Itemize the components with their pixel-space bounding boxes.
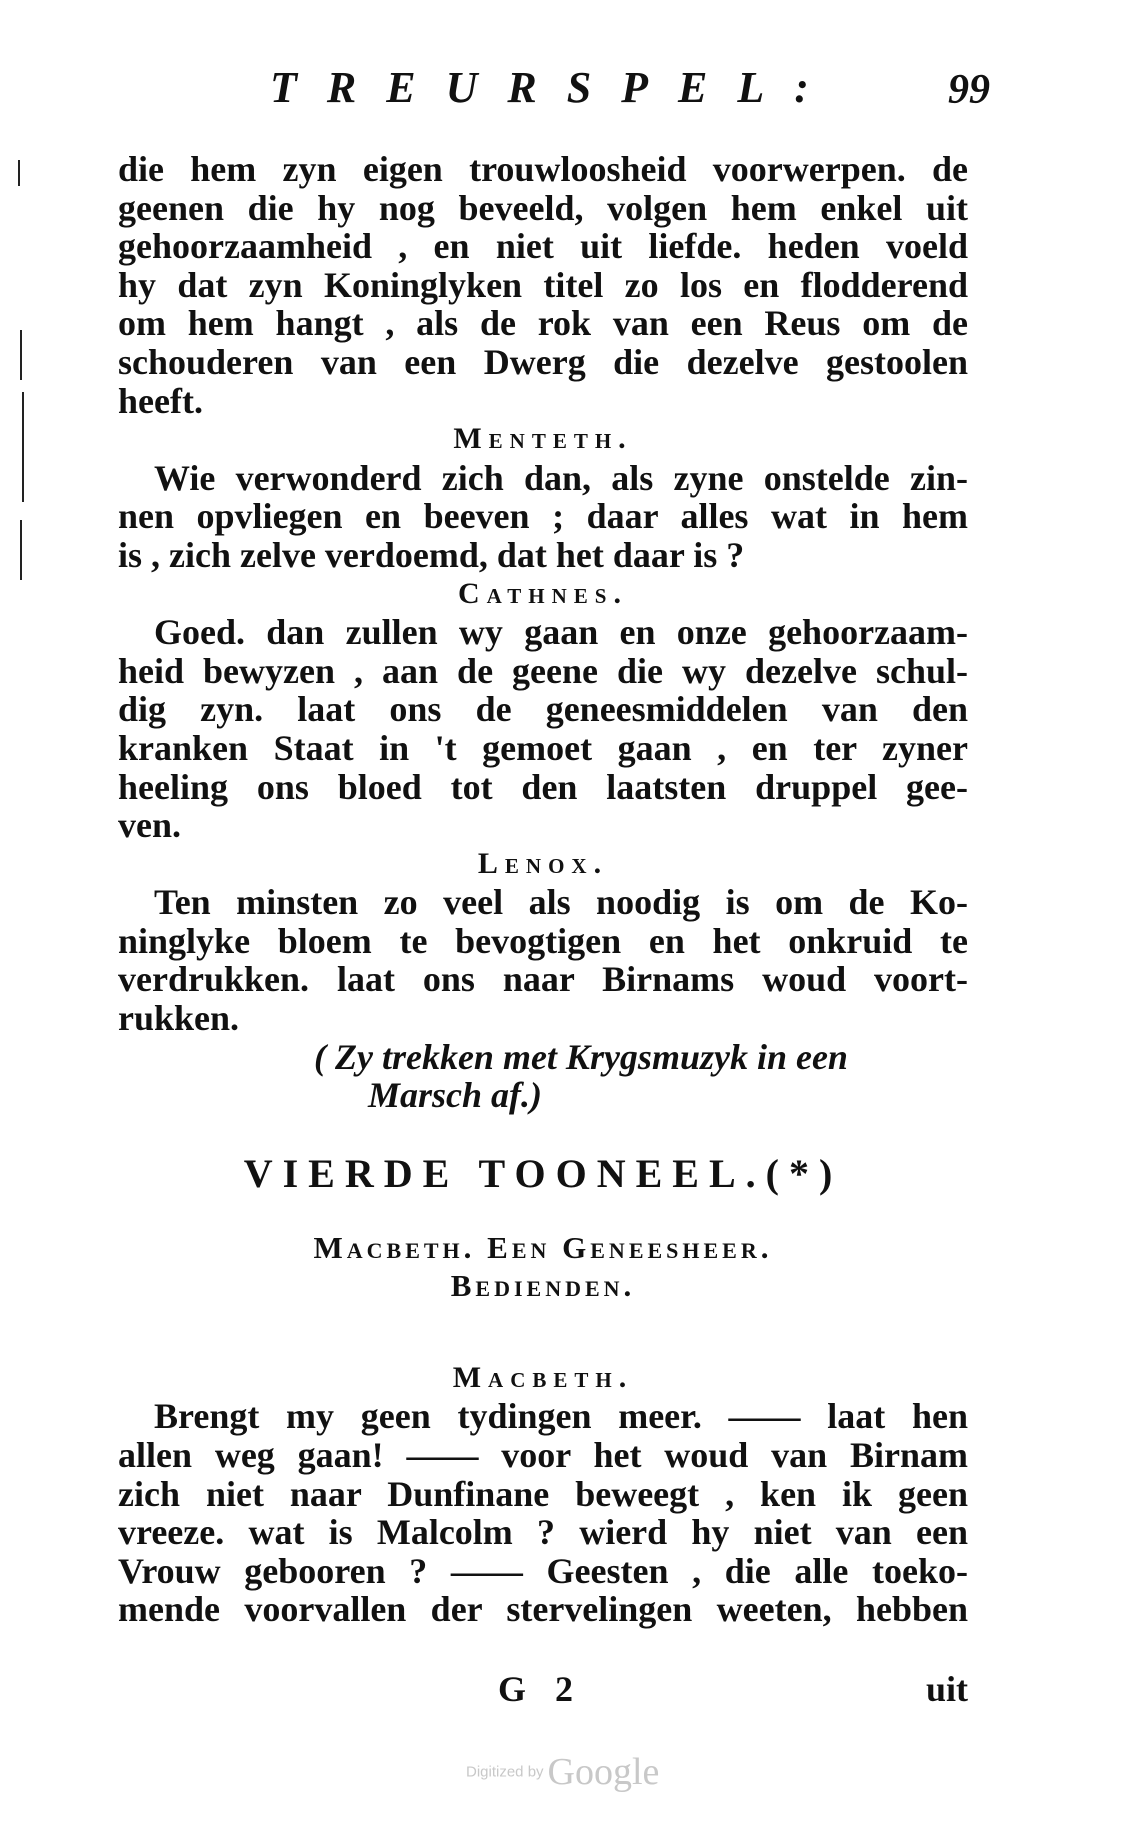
text-line: Wie verwonderd zich dan, als zyne onstelde zin- [154, 457, 968, 498]
speaker-name: Lenox. [477, 846, 609, 880]
text-line: Vrouw gebooren ? —— Geesten , die alle toeko- [118, 1550, 968, 1591]
text-line: heid bewyzen , aan de geene die wy dezelve schul- [118, 650, 968, 691]
signature-mark: G 2 [498, 1669, 584, 1709]
text-line: Goed. dan zullen wy gaan en onze gehoorzaam- [154, 612, 968, 653]
page-number: 99 [948, 67, 990, 113]
text-line: heeft. [118, 380, 203, 421]
catchword: uit [925, 1669, 968, 1709]
page-footer [118, 1668, 968, 1712]
text-line: Brengt my geen tydingen meer. —— laat hen [154, 1396, 968, 1437]
text-line: gehoorzaamheid , en niet uit liefde. heden voeld [118, 226, 968, 267]
running-title: TREURSPEL: [270, 63, 839, 112]
speaker-name: Macbeth. [452, 1360, 634, 1394]
text-line: ven. [118, 805, 181, 846]
text-line: rukken. [118, 998, 240, 1039]
stage-direction-line: ( Zy trekken met Krygsmuzyk in een [314, 1036, 848, 1077]
speech-lenox [118, 845, 968, 1038]
cast-list: Bedienden. [450, 1267, 636, 1303]
text-line: nen opvliegen en beeven ; daar alles wat in hem [118, 496, 968, 537]
text-line: dig zyn. laat ons de geneesmiddelen van den [118, 689, 968, 730]
text-line: om hem hangt , als de rok van een Reus om de [118, 303, 968, 344]
speech-menteth [118, 420, 968, 574]
page-body [118, 150, 968, 1629]
text-line: geenen die hy nog beveeld, volgen hem enkel uit [118, 187, 968, 228]
text-line: allen weg gaan! —— voor het woud van Birnam [118, 1435, 968, 1476]
stage-direction [118, 1038, 968, 1115]
speech-cathnes [118, 575, 968, 845]
text-line: kranken Staat in 't gemoet gaan , en ter zyner [118, 727, 968, 768]
speech-macbeth [118, 1359, 968, 1629]
text-line: Ten minsten zo veel als noodig is om de Ko- [154, 882, 968, 923]
google-logo: Google [547, 1751, 660, 1793]
opening-passage [118, 150, 968, 420]
text-line: hy dat zyn Koninglyken titel zo los en flodderend [118, 264, 968, 305]
text-line: heeling ons bloed tot den laatsten druppel gee- [118, 766, 968, 807]
edge-mark [20, 330, 22, 380]
text-line: vreeze. wat is Malcolm ? wierd hy niet van een [118, 1512, 968, 1553]
text-line: verdrukken. laat ons naar Birnams woud voort- [118, 959, 968, 1000]
scene-heading: VIERDE TOONEEL.(*) [243, 1150, 843, 1196]
edge-mark [18, 160, 20, 186]
watermark-prefix: Digitized by [466, 1763, 544, 1781]
text-line: zich niet naar Dunfinane beweegt , ken ik geen [118, 1473, 968, 1514]
text-line: mende voorvallen der stervelingen weeten, hebben [118, 1589, 968, 1630]
text-line: die hem zyn eigen trouwloosheid voorwerpen. de [118, 149, 968, 189]
speaker-name: Menteth. [453, 422, 633, 456]
spacer [118, 1305, 968, 1359]
binding-edge [0, 0, 40, 1836]
text-line: ninglyke bloem te bevogtigen en het onkruid te [118, 920, 968, 961]
stage-direction-line: Marsch af.) [368, 1075, 543, 1116]
page-header [270, 62, 990, 122]
digitized-watermark [466, 1750, 706, 1794]
cast-list: Macbeth. Een Geneesheer. [313, 1229, 773, 1265]
edge-mark [22, 392, 24, 502]
text-line: is , zich zelve verdoemd, dat het daar is ? [118, 534, 745, 575]
text-line: schouderen van een Dwerg die dezelve gestoolen [118, 341, 968, 382]
edge-mark [20, 520, 22, 580]
speaker-name: Cathnes. [458, 576, 628, 610]
